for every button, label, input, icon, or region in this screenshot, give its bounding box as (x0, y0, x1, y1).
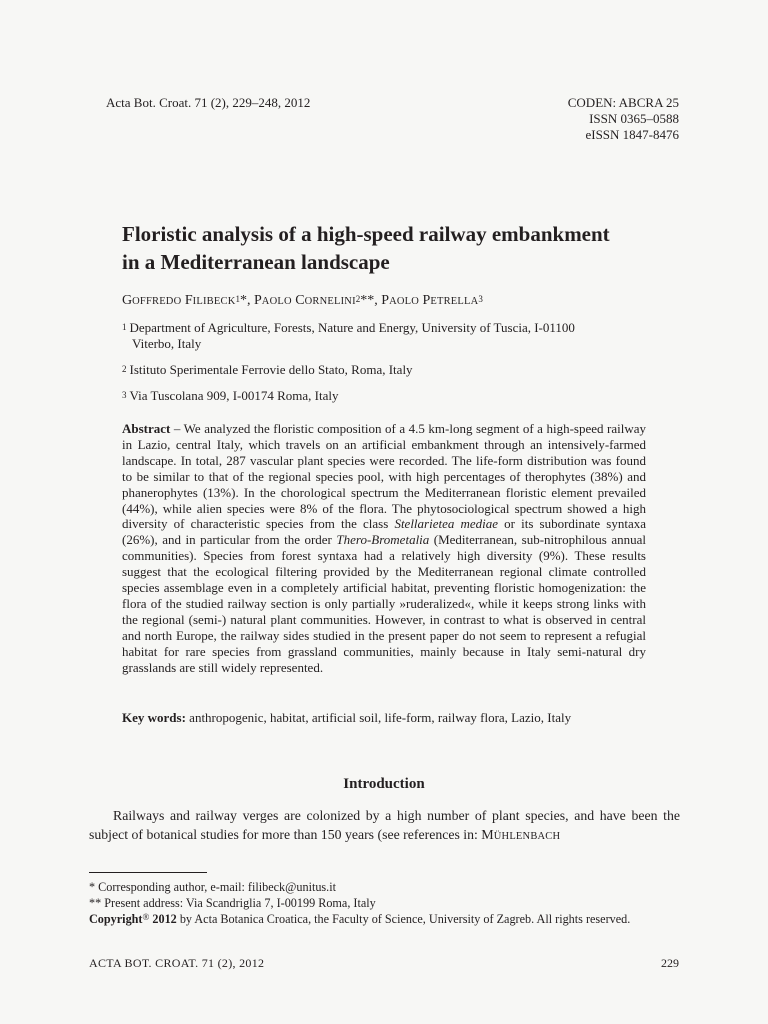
eissn: eISSN 1847-8476 (585, 127, 679, 142)
page-number: 229 (661, 956, 679, 970)
author-1: GOFFREDO FILIBECK$^1$* (122, 293, 247, 308)
author-3: PAOLO PETRELLA$^3$ (381, 293, 483, 308)
author-list: GOFFREDO FILIBECK$^1$*, PAOLO CORNELINI$^2$**, PAOLO PETRELLA$^3$ (122, 293, 483, 308)
footnote-divider (89, 872, 207, 873)
abstract-label: Abstract (122, 421, 171, 436)
author-2: PAOLO CORNELINI$^2$** (253, 293, 375, 308)
abstract: Abstract – We analyzed the floristic composition of a 4.5 km-long segment of a high-speed railway in Lazio, central Italy, which travels on an artificial embankment through an intensively-farmed landscape. In total, 287 vascular plant species were recorded. The life-form distribution was found to be similar to that of the regional species pool, with high percentages of therophytes (38%) and phanerophytes (13%). In the chorological spectrum the Mediterranean floristic element prevailed (44%), while alien species were 8% of the flora. The phytosociological spectrum showed a high diversity of characteristic species from the class Stellarietea mediae or its subordinate syntaxa (26%), and in particular from the order Thero-Brometalia (Mediterranean, sub-nitrophilous annual communities). Species from forest syntaxa had a relatively high diversity (9%). These results suggest that the ecological filtering provided by the Mediterranean regional climate controlled species assemblage even in a completely artificial habitat, preventing floristic homogenization: the flora of the studied railway section is only partially »ruderalized«, while it keeps strong links with the regional (semi-) natural plant communities. However, in contrast to what is observed in central and north Europe, the railway sides studied in the present paper do not seem to represent a refugial habitat for rare species from grassland communities, mainly because in Italy semi-natural dry grasslands are still widely represented. (122, 421, 646, 675)
running-header-identifiers (568, 95, 679, 143)
paper-title (122, 220, 682, 276)
affiliation-1: $^1$ Department of Agriculture, Forests, Nature and Energy, University of Tuscia, I-01100 Viterbo, Italy (122, 320, 575, 351)
copyright-notice: Copyright® 2012 by Acta Botanica Croatica, the Faculty of Science, University of Zagreb. All rights reserved. (89, 912, 631, 926)
footer-journal: ACTA BOT. CROAT. 71 (2), 2012 (89, 956, 265, 970)
affiliation-2: $^2$ Istituto Sperimentale Ferrovie dello Stato, Roma, Italy (122, 362, 413, 377)
coden: CODEN: ABCRA 25 (567, 95, 679, 110)
footnote-corresponding-author: * Corresponding author, e-mail: filibeck@unitus.it (89, 880, 336, 894)
affiliation-3: $^3$ Via Tuscolana 909, I-00174 Roma, Italy (122, 388, 339, 403)
footnote-present-address: ** Present address: Via Scandriglia 7, I-00199 Roma, Italy (89, 896, 376, 910)
title-line-2: in a Mediterranean landscape (122, 250, 390, 274)
running-header-journal: Acta Bot. Croat. 71 (2), 229–248, 2012 (106, 95, 311, 110)
introduction-paragraph: Railways and railway verges are colonized by a high number of plant species, and have been the subject of botanical studies for more than 150 years (see references in: MÜHLENBACH (89, 808, 680, 843)
keywords: Key words: anthropogenic, habitat, artificial soil, life-form, railway flora, Lazio, Italy (122, 710, 572, 725)
keywords-label: Key words: (122, 710, 186, 725)
section-heading-introduction: Introduction (343, 776, 425, 792)
title-line-1: Floristic analysis of a high-speed railway embankment (122, 222, 610, 246)
issn: ISSN 0365–0588 (589, 111, 679, 126)
